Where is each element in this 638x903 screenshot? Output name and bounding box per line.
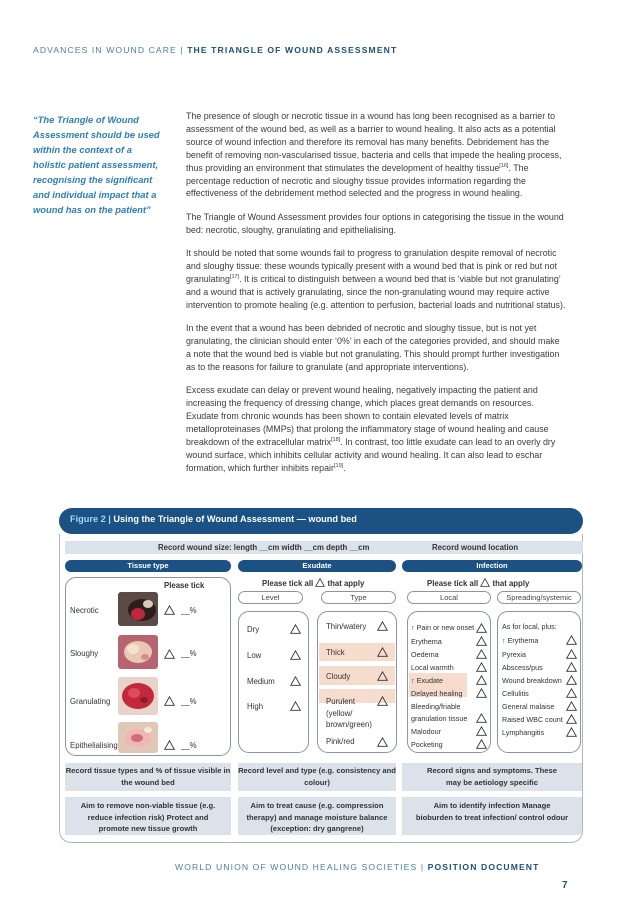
tick-triangle-icon[interactable] [290, 650, 301, 660]
epithelialising-photo [118, 722, 158, 753]
systemic-erythema: ↑ Erythema [502, 636, 539, 645]
sloughy-photo [118, 635, 158, 669]
local-bleeding: Bleeding/friable [411, 702, 461, 711]
type-thin-watery: Thin/watery [326, 622, 367, 631]
tick-triangle-icon[interactable] [164, 696, 175, 706]
tick-triangle-icon[interactable] [377, 737, 388, 747]
triangle-icon [315, 578, 325, 587]
figure-title-bar [59, 508, 583, 534]
infection-spreading-tab: Spreading/systemic [497, 591, 581, 604]
level-medium: Medium [247, 677, 275, 686]
running-header: ADVANCES IN WOUND CARE | THE TRIANGLE OF WOUND ASSESSMENT [33, 45, 398, 55]
type-purulent-detail: (yellow/ [326, 709, 353, 718]
infection-aim: Aim to identify infection Manage bioburden to treat infection/ control odour [402, 797, 582, 835]
tick-triangle-icon[interactable] [476, 675, 487, 685]
exudate-header: Exudate [238, 560, 396, 572]
necrotic-photo [118, 592, 158, 626]
systemic-malaise: General malaise [502, 702, 555, 711]
tissue-note: Record tissue types and % of tissue visible in the wound bed [65, 763, 231, 791]
triangle-icon [480, 578, 490, 587]
figure-label: Figure 2 | [70, 514, 114, 524]
pull-quote: “The Triangle of Wound Assessment should be used within the context of a holistic patient assessment, recognising the significant and individual impact that a wound has on the patient” [33, 114, 160, 215]
tick-triangle-icon[interactable] [566, 635, 577, 645]
systemic-pyrexia: Pyrexia [502, 650, 526, 659]
type-thick: Thick [326, 648, 345, 657]
tick-triangle-icon[interactable] [377, 621, 388, 631]
systemic-intro: As for local, plus: [502, 622, 557, 631]
header-title: THE TRIANGLE OF WOUND ASSESSMENT [187, 45, 398, 55]
tick-triangle-icon[interactable] [476, 623, 487, 633]
infection-note: Record signs and symptoms. These may be aetiology specific [402, 763, 582, 791]
percent-field[interactable]: __% [181, 697, 197, 706]
local-exudate: ↑ Exudate [411, 676, 443, 685]
tissue-granulating-label: Granulating [70, 697, 111, 706]
tick-triangle-icon[interactable] [476, 713, 487, 723]
exudate-level-tab: Level [238, 591, 303, 604]
granulating-photo [118, 677, 158, 715]
record-wound-size: Record wound size: length __cm width __cm depth __cm [158, 543, 370, 552]
tick-triangle-icon[interactable] [164, 740, 175, 750]
systemic-cellulitis: Cellulitis [502, 689, 529, 698]
running-footer: WORLD UNION OF WOUND HEALING SOCIETIES | POSITION DOCUMENT [175, 862, 540, 872]
tick-triangle-icon[interactable] [566, 714, 577, 724]
tick-triangle-icon[interactable] [377, 647, 388, 657]
citation: [19] [333, 462, 344, 469]
local-malodour: Malodour [411, 727, 441, 736]
paragraph: The presence of slough or necrotic tissue in a wound has long been recognised as a barrier to assessment of the wound bed, as well as a barrier to wound healing. It also acts as a potential source of wound infection and therefore its removal has many benefits. Debridement has the benefit of removing non-vascularised tissue, bacteria and cells that impede the healing process, thus providing an environment that stimulates the development of healthy tissue[16]. The percentage reduction of necrotic and sloughy tissue provides information regarding the effectiveness of the debridement method selected and the progress in wound healing. [186, 111, 562, 199]
citation: [16] [499, 162, 509, 169]
level-low: Low [247, 651, 262, 660]
paragraph: It should be noted that some wounds fail to progress to granulation despite removal of necrotic and sloughy tissue: these wounds typically present with a wound bed that is pink or red but not granulating[17]. It is critical to distinguish between a wound bed that is ‘viable but not granulating’ and a wound that is actively granulating, since the non-granulating wound may require active intervention to promote healing (e.g. attention to perfusion, bacterial loads and nutritional status). [186, 248, 566, 310]
infection-header: Infection [402, 560, 582, 572]
tick-triangle-icon[interactable] [290, 676, 301, 686]
tick-triangle-icon[interactable] [290, 701, 301, 711]
tick-triangle-icon[interactable] [377, 671, 388, 681]
infection-please-tick: Please tick all that apply [427, 579, 530, 588]
exudate-type-tab: Type [321, 591, 396, 604]
local-pain: ↑ Pain or new onset [411, 623, 475, 632]
paragraph: In the event that a wound has been debrided of necrotic and sloughy tissue, but is not yet granulating, the clinician should enter ‘0%’ in each of the categories provided, and should make a note that the wound bed is viable but not granulating. This should prompt further investigation as to the reasons for failure to granulate (and appropriate interventions). [186, 323, 560, 372]
tick-triangle-icon[interactable] [476, 636, 487, 646]
level-dry: Dry [247, 625, 260, 634]
tick-triangle-icon[interactable] [476, 688, 487, 698]
local-oedema: Oedema [411, 650, 439, 659]
local-delayed-healing: Delayed healing [411, 689, 463, 698]
tick-triangle-icon[interactable] [377, 696, 388, 706]
local-granulation-tissue: granulation tissue [411, 714, 468, 723]
systemic-lymphangitis: Lymphangitis [502, 728, 545, 737]
figure-title: Using the Triangle of Wound Assessment — wound bed [113, 514, 357, 524]
tick-triangle-icon[interactable] [164, 649, 175, 659]
tick-triangle-icon[interactable] [476, 649, 487, 659]
tissue-necrotic-label: Necrotic [70, 606, 99, 615]
citation: [18] [331, 436, 341, 443]
local-pocketing: Pocketing [411, 740, 443, 749]
local-warmth: Local warmth [411, 663, 454, 672]
percent-field[interactable]: __% [181, 606, 197, 615]
tick-triangle-icon[interactable] [566, 701, 577, 711]
tissue-epithelialising-label: Epithelialising [70, 741, 118, 750]
paragraph: The Triangle of Wound Assessment provides four options in categorising the tissue in the wound bed: necrotic, sloughy, granulating and epithelialising. [186, 211, 564, 235]
tick-triangle-icon[interactable] [476, 662, 487, 672]
tick-triangle-icon[interactable] [476, 739, 487, 749]
systemic-wound-breakdown: Wound breakdown [502, 676, 562, 685]
type-pink-red: Pink/red [326, 737, 355, 746]
please-tick: Please tick [164, 581, 205, 590]
page-number: 7 [562, 880, 568, 891]
tissue-aim: Aim to remove non-viable tissue (e.g. reduce infection risk) Protect and promote new tissue growth [65, 797, 231, 835]
infection-local-tab: Local [407, 591, 491, 604]
systemic-wbc: Raised WBC count [502, 715, 563, 724]
tissue-sloughy-label: Sloughy [70, 649, 99, 658]
percent-field[interactable]: __% [181, 649, 197, 658]
tick-triangle-icon[interactable] [566, 649, 577, 659]
record-wound-location: Record wound location [432, 543, 519, 552]
body-text [186, 110, 566, 485]
tick-triangle-icon[interactable] [566, 727, 577, 737]
exudate-please-tick: Please tick all that apply [262, 579, 365, 588]
tick-triangle-icon[interactable] [566, 675, 577, 685]
tick-triangle-icon[interactable] [566, 688, 577, 698]
type-purulent-detail: brown/green) [326, 720, 372, 729]
citation: [17] [229, 274, 240, 280]
tick-triangle-icon[interactable] [290, 624, 301, 634]
type-purulent: Purulent [326, 697, 356, 706]
exudate-note: Record level and type (e.g. consistency and colour) [238, 763, 396, 791]
local-erythema: Erythema [411, 637, 442, 646]
level-high: High [247, 702, 264, 711]
footer-doc-type: POSITION DOCUMENT [427, 862, 540, 872]
tick-triangle-icon[interactable] [566, 662, 577, 672]
percent-field[interactable]: __% [181, 741, 197, 750]
tick-triangle-icon[interactable] [476, 726, 487, 736]
type-cloudy: Cloudy [326, 672, 351, 681]
tick-triangle-icon[interactable] [164, 605, 175, 615]
exudate-aim: Aim to treat cause (e.g. compression therapy) and manage moisture balance (exception: dry gangrene) [238, 797, 396, 835]
paragraph: Excess exudate can delay or prevent wound healing, negatively impacting the patient and increasing the frequency of dressing change, which places great demands on resources. Exudate from chronic wounds has been shown to contain elevated levels of matrix metalloproteinases (MMPs) that prolong the inflammatory stage of wound healing and cause breakdown of the extracellular matrix[18]. In contrast, too little exudate can lead to an overly dry wound surface, which inhibits cellular activity and wound healing. It can also lead to eschar formation, which further inhibits repair[19]. [186, 385, 556, 473]
tissue-type-header: Tissue type [65, 560, 231, 572]
systemic-abscess: Abscess/pus [502, 663, 543, 672]
